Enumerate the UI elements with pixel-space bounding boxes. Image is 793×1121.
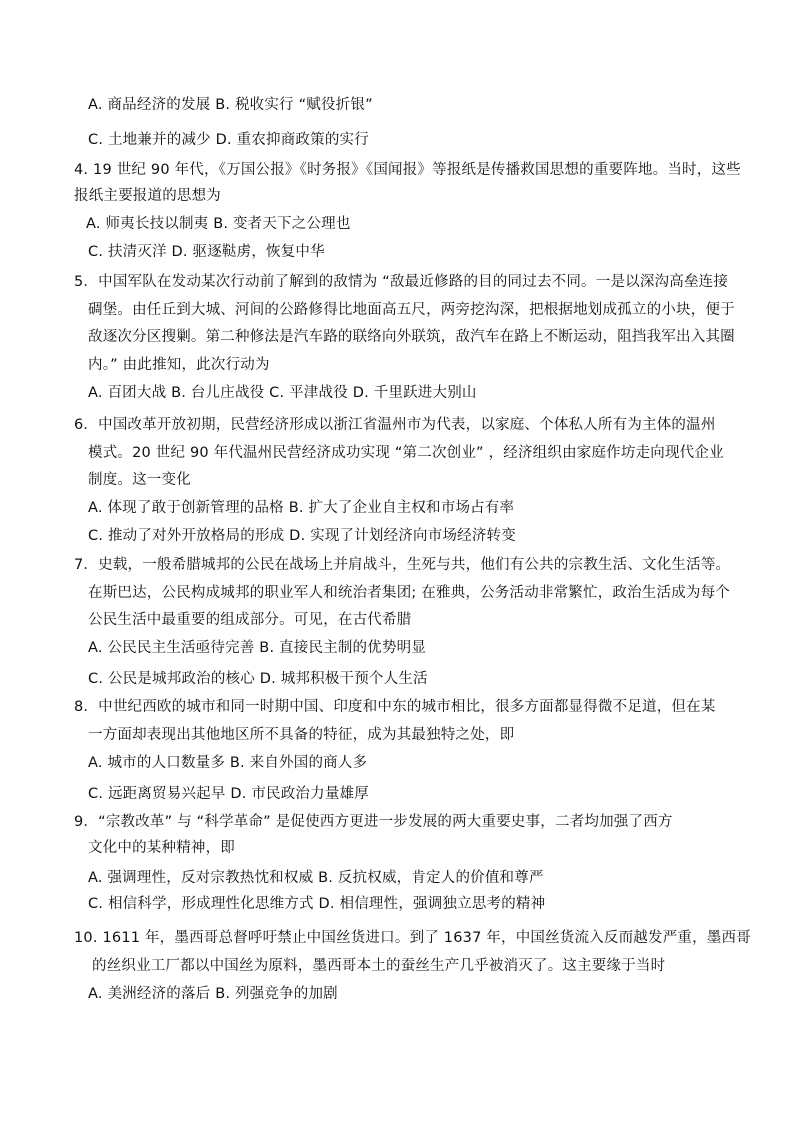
q8-options-ab: A. 城市的人口数量多 B. 来自外国的商人多 [88,755,368,771]
q7-stem-line-3: 公民生活中最重要的组成部分。可见，在古代希腊 [88,612,412,628]
q7-stem-line-2: 在斯巴达，公民构成城邦的职业军人和统治者集团; 在雅典，公务活动非常繁忙，政治生活成为每个 [88,585,730,601]
q10-stem-line-1: 10. 1611 年，墨西哥总督呼吁禁止中国丝货进口。到了 1637 年，中国丝货流入反而越发严重，墨西哥 [74,930,751,946]
q10-stem-line-2: 的丝织业工厂都以中国丝为原料，墨西哥本土的蚕丝生产几乎被消灭了。这主要缘于当时 [92,958,666,974]
q5-stem-line-1: 5．中国军队在发动某次行动前了解到的敌情为 “敌最近修路的目的同过去不同。一是以深沟高垒连接 [74,274,729,290]
q6-stem-line-2: 模式。20 世纪 90 年代温州民营经济成功实现 “第二次创业” ，经济组织由家庭作坊走向现代企业 [88,445,724,461]
q9-options-cd: C. 相信科学，形成理性化思维方式 D. 相信理性，强调独立思考的精神 [88,896,546,912]
q6-options-ab: A. 体现了敢于创新管理的品格 B. 扩大了企业自主权和市场占有率 [88,500,515,516]
q7-stem-line-1: 7．史载，一般希腊城邦的公民在战场上并肩战斗，生死与共，他们有公共的宗教生活、文化生活等。 [74,557,731,573]
q6-stem-line-3: 制度。这一变化 [88,472,191,488]
q10-options-ab: A. 美洲经济的落后 B. 列强竞争的加剧 [88,986,338,1002]
q9-stem-line-1: 9．“宗教改革” 与 “科学革命” 是促使西方更进一步发展的两大重要史事，二者均加强了西方 [74,814,673,830]
q8-options-cd: C. 远距离贸易兴起早 D. 市民政治力量雄厚 [88,786,369,802]
q9-options-ab: A. 强调理性，反对宗教热忱和权威 B. 反抗权威，肯定人的价值和尊严 [88,870,544,886]
q6-options-cd: C. 推动了对外开放格局的形成 D. 实现了计划经济向市场经济转变 [88,528,516,544]
q9-stem-line-2: 文化中的某种精神，即 [88,840,235,856]
q5-stem-line-3: 敌逐次分区搜剿。第二种修法是汽车路的联络向外联筑，敌汽车在路上不断运动，阻挡我军出入其圈 [88,329,735,345]
q5-stem-line-4: 内。” 由此推知，此次行动为 [88,357,270,373]
q7-options-ab: A. 公民民主生活亟待完善 B. 直接民主制的优势明显 [88,640,427,656]
q4-stem-line-1: 4. 19 世纪 90 年代，《万国公报》《时务报》《国闻报》等报纸是传播救国思想的重要阵地。当时，这些 [74,162,741,178]
q3-options-cd: C. 土地兼并的减少 D. 重农抑商政策的实行 [88,132,369,148]
q4-options-cd: C. 扶清灭洋 D. 驱逐鞑虏，恢复中华 [88,244,325,260]
q4-options-ab: A. 师夷长技以制夷 B. 变者天下之公理也 [86,216,351,232]
q5-stem-line-2: 碉堡。由任丘到大城、河间的公路修得比地面高五尺，两旁挖沟深，把根据地划成孤立的小块，便于 [88,302,735,318]
q3-options-ab: A. 商品经济的发展 B. 税收实行 “赋役折银” [88,97,373,113]
q8-stem-line-2: 一方面却表现出其他地区所不具备的特征，成为其最独特之处，即 [88,727,515,743]
q4-stem-line-2: 报纸主要报道的思想为 [74,188,221,204]
q5-options: A. 百团大战 B. 台儿庄战役 C. 平津战役 D. 千里跃进大别山 [88,385,477,401]
q6-stem-line-1: 6．中国改革开放初期，民营经济形成以浙江省温州市为代表，以家庭、个体私人所有为主体的温州 [74,417,716,433]
q8-stem-line-1: 8．中世纪西欧的城市和同一时期中国、印度和中东的城市相比，很多方面都显得微不足道，但在某 [74,699,716,715]
q7-options-cd: C. 公民是城邦政治的核心 D. 城邦积极干预个人生活 [88,671,428,687]
